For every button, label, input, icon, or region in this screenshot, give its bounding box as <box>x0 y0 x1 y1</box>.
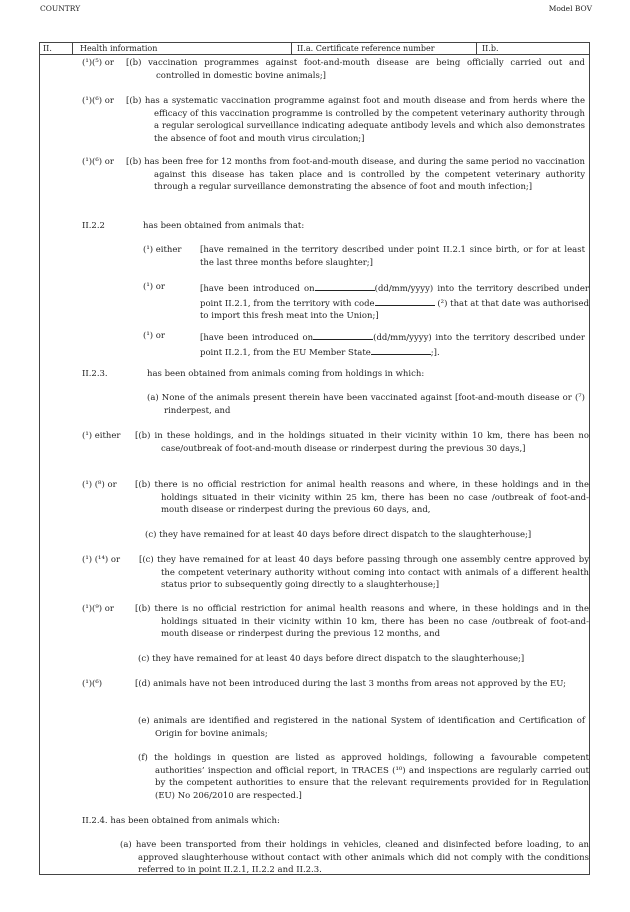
b2-footnote-mark: (¹) either <box>82 431 121 441</box>
section-number: II. <box>43 44 52 53</box>
a3-text-2: (dd/mm/yyyy) into the territory described under point II.2.1, from the EU Member State <box>200 333 585 358</box>
a3-text <box>200 330 585 359</box>
country-label: COUNTRY <box>40 4 81 13</box>
b3-footnote-mark: (¹) (⁸) or <box>82 480 117 490</box>
p3-footnote-mark: (¹)(⁶) or <box>82 157 114 167</box>
certificate-reference-label: II.a. Certificate reference number <box>297 44 435 53</box>
p2-text: [(b) has a systematic vaccination programme against foot and mouth disease and from herds where the efficacy of this vaccination programme is controlled by the competent veterinary authority through a regular serological surveillance indicating adequate antibody levels and which also demonstrates the absence of foot and mouth virus circulation;] <box>126 96 585 144</box>
b10-text: (f) the holdings in question are listed as approved holdings, following a favourable competent authorities’ inspection and official report, in TRACES (¹⁰) and inspections are regularly carried out by the competent authorities to ensure that the relevant requirements provided for in Regulation (EU) No 206/2010 are respected.] <box>138 753 589 801</box>
section-223-number: II.2.3. <box>82 369 108 379</box>
a3-text-1: [have been introduced on <box>200 333 314 343</box>
date-blank[interactable] <box>315 281 375 291</box>
territory-code-blank[interactable] <box>375 296 435 306</box>
b6-footnote-mark: (¹)(⁹) or <box>82 604 114 614</box>
p1-footnote-mark: (¹)(⁵) or <box>82 58 114 68</box>
a3-text-3: ;]. <box>430 347 440 358</box>
b1-text: (a) None of the animals present therein have been vaccinated against [foot-and-mouth disease or (⁷) rinderpest, and <box>147 393 585 416</box>
a2-text <box>200 281 589 323</box>
b6-text: [(b) there is no official restriction for animal health reasons and where, in these holdings and in the holdings situated in their vicinity within 10 km, there has been no case /outbreak of foot-and-mouth disease or rinderpest during the previous 12 months, and <box>135 604 589 639</box>
date-blank[interactable] <box>313 330 373 340</box>
section-222-text: has been obtained from animals that: <box>143 221 305 231</box>
b8-text: [(d) animals have not been introduced during the last 3 months from areas not approved by the EU; <box>135 679 566 689</box>
model-label: Model BOV <box>548 4 592 13</box>
section-224-text: II.2.4. has been obtained from animals which: <box>82 816 280 826</box>
b7-text: (c) they have remained for at least 40 days before direct dispatch to the slaughterhouse;] <box>138 654 525 664</box>
section-title: Health information <box>80 44 158 53</box>
section-223-text: has been obtained from animals coming from holdings in which: <box>147 369 425 379</box>
b5-text: [(c) they have remained for at least 40 days before passing through one assembly centre approved by the competent veterinary authority without coming into contact with animals of a different health status prior to subsequently going directly to a slaughterhouse;] <box>139 555 589 590</box>
b4-text: (c) they have remained for at least 40 days before direct dispatch to the slaughterhouse;] <box>145 530 532 540</box>
a2-text-3: (²) that at that date was authorised to import this fresh meat into the Union;] <box>200 298 590 321</box>
member-state-blank[interactable] <box>371 345 431 355</box>
a1-footnote-mark: (¹) either <box>143 245 182 255</box>
p2-footnote-mark: (¹)(⁶) or <box>82 96 114 106</box>
section-header-row <box>39 42 590 55</box>
b5-footnote-mark: (¹) (¹⁴) or <box>82 555 121 565</box>
a1-text: [have remained in the territory described under point II.2.1 since birth, or for at least the last three months before slaughter;] <box>200 245 585 268</box>
b8-footnote-mark: (¹)(⁶) <box>82 679 103 689</box>
p1-text: [(b) vaccination programmes against foot-and-mouth disease are being officially carried out and controlled in domestic bovine animals;] <box>126 58 585 81</box>
a2-text-1: [have been introduced on <box>200 284 315 294</box>
c1-text: (a) have been transported from their holdings in vehicles, cleaned and disinfected before loading, to an approved slaughterhouse without contact with other animals which did not comply with the conditions referred to in point II.2.1, II.2.2 and II.2.3. <box>120 840 589 875</box>
b9-text: (e) animals are identified and registered in the national System of identification and Certification of Origin for bovine animals; <box>138 716 585 739</box>
a2-footnote-mark: (¹) or <box>143 282 165 292</box>
b2-text: [(b) in these holdings, and in the holdings situated in their vicinity within 10 km, there has been no case/outbreak of foot-and-mouth disease or rinderpest during the previous 30 days,] <box>135 431 589 454</box>
p3-text: [(b) has been free for 12 months from foot-and-mouth disease, and during the same period no vaccination against this disease has taken place and is controlled by the competent veterinary authority through a regular surveillance demonstrating the absence of foot and mouth infection;] <box>126 157 585 192</box>
a2-text-2: (dd/mm/yyyy) into the territory described under point II.2.1, from the territory with code <box>200 284 589 309</box>
certificate-section-b: II.b. <box>482 44 499 53</box>
b3-text: [(b) there is no official restriction for animal health reasons and where, in these holdings and in the holdings situated in their vicinity within 25 km, there has been no case /outbreak of foot-and-mouth disease or rinderpest during the previous 60 days, and, <box>135 480 589 515</box>
section-222-number: II.2.2 <box>82 221 105 231</box>
a3-footnote-mark: (¹) or <box>143 331 165 341</box>
